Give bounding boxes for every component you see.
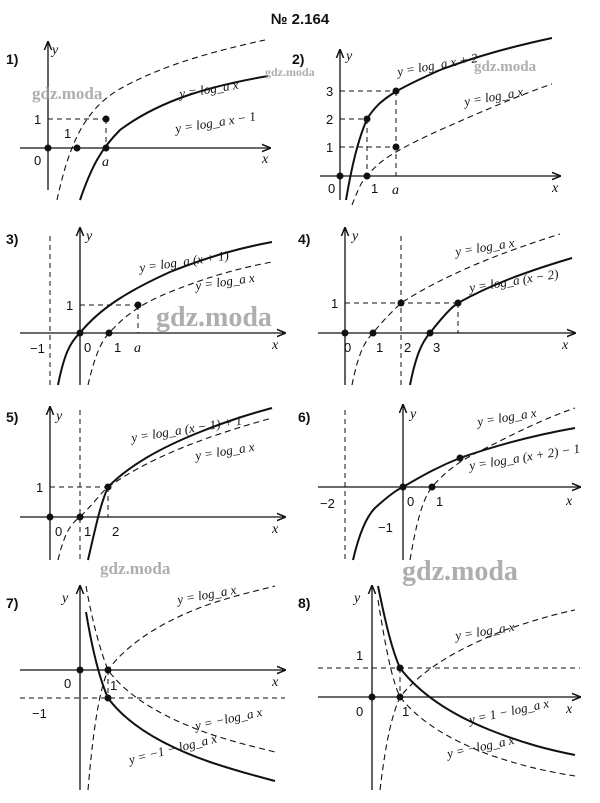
point <box>400 484 407 491</box>
watermark: gdz.moda <box>265 65 315 79</box>
panel-number: 3) <box>6 231 19 247</box>
y-axis-label: y <box>62 591 69 606</box>
tick-label: 1 <box>66 298 74 313</box>
curve-label: y = log_a (x + 2) − 1 <box>468 440 581 473</box>
tick-label: −2 <box>320 496 335 511</box>
point <box>364 116 371 123</box>
tick-label: −1 <box>378 520 393 535</box>
curve-dashed <box>410 408 575 560</box>
curve-label: y = log_a x <box>454 618 516 643</box>
tick-label: 2 <box>326 112 334 127</box>
watermark: gdz.moda <box>402 556 518 587</box>
point <box>77 667 84 674</box>
tick-label: −1 <box>30 341 45 356</box>
panel-1 <box>6 40 270 200</box>
point <box>135 302 142 309</box>
point <box>457 455 464 462</box>
panel-number: 8) <box>298 595 311 611</box>
tick-label: 0 <box>328 181 336 196</box>
panel-4 <box>298 228 575 385</box>
curve-label: y = log_a x <box>178 76 240 101</box>
tick-label: 1 <box>436 494 444 509</box>
tick-label: 0 <box>34 153 42 168</box>
curve-label: y = −log_a x <box>445 732 516 761</box>
point <box>74 145 81 152</box>
tick-label: 0 <box>344 340 352 355</box>
point <box>342 330 349 337</box>
point <box>427 330 434 337</box>
panel-8 <box>298 586 580 790</box>
point <box>455 300 462 307</box>
tick-label: a <box>134 341 141 356</box>
curve-label: y = log_a x <box>476 404 538 429</box>
y-axis-label: y <box>410 407 417 422</box>
tick-label: 3 <box>326 84 334 99</box>
y-axis-label: y <box>346 49 353 64</box>
tick-label: 1 <box>376 340 384 355</box>
tick-label: 3 <box>433 340 441 355</box>
panel-number: 1) <box>6 51 19 67</box>
x-axis-label: x <box>272 338 279 353</box>
point <box>393 144 400 151</box>
watermark: gdz.moda <box>156 302 272 333</box>
point <box>77 330 84 337</box>
panel-number: 2) <box>292 51 305 67</box>
exercise-title: № 2.164 <box>270 11 330 28</box>
panel-number: 5) <box>6 409 19 425</box>
tick-label: a <box>102 155 109 170</box>
y-axis-label: y <box>56 409 63 424</box>
tick-label: 1 <box>371 181 379 196</box>
panel-number: 6) <box>298 409 311 425</box>
panel-5 <box>6 407 285 560</box>
tick-label: 0 <box>84 340 92 355</box>
panel-number: 4) <box>298 231 311 247</box>
point <box>397 694 404 701</box>
point <box>364 173 371 180</box>
watermark: gdz.moda <box>32 84 103 103</box>
curve-label: y = log_a x − 1 <box>174 108 257 136</box>
curve-label: y = log_a (x − 1) + 1 <box>130 412 243 445</box>
curve-label: y = log_a (x − 2) <box>468 266 560 295</box>
curve-label: y = −1 − log_a x <box>127 730 219 767</box>
tick-label: 0 <box>64 676 72 691</box>
curve-label: y = 1 − log_a x <box>467 695 551 727</box>
point <box>105 667 112 674</box>
x-axis-label: x <box>272 522 279 537</box>
curve-label: y = log_a x <box>194 269 256 293</box>
tick-label: 1 <box>110 678 118 693</box>
curve-dashed <box>86 586 275 752</box>
point <box>369 694 376 701</box>
point <box>397 665 404 672</box>
tick-label: 1 <box>84 524 92 539</box>
tick-label: −1 <box>32 706 47 721</box>
curve-label: y = log_a x <box>175 581 238 607</box>
watermark: gdz.moda <box>474 59 537 75</box>
y-axis-label: y <box>52 43 59 58</box>
point <box>398 300 405 307</box>
tick-label: 1 <box>402 704 410 719</box>
y-axis-label: y <box>354 591 361 606</box>
y-axis-label: y <box>352 229 359 244</box>
point <box>103 116 110 123</box>
point <box>105 695 112 702</box>
x-axis-label: x <box>566 702 573 717</box>
x-axis-label: x <box>566 494 573 509</box>
tick-label: 0 <box>356 704 364 719</box>
x-axis-label: x <box>272 675 279 690</box>
point <box>106 330 113 337</box>
tick-label: 1 <box>34 112 42 127</box>
point <box>105 484 112 491</box>
point <box>337 173 344 180</box>
x-axis-label: x <box>552 181 559 196</box>
point <box>45 145 52 152</box>
tick-label: 2 <box>404 340 412 355</box>
tick-label: 0 <box>407 494 415 509</box>
curve-label: y = log_a x <box>194 438 256 463</box>
tick-label: a <box>392 183 399 198</box>
tick-label: 0 <box>55 524 63 539</box>
watermark: gdz.moda <box>100 559 171 578</box>
curve-solid <box>378 586 575 755</box>
curve-solid <box>80 76 268 200</box>
x-axis-label: x <box>262 152 269 167</box>
tick-label: 1 <box>326 140 334 155</box>
point <box>429 484 436 491</box>
point <box>47 514 54 521</box>
curve-label: y = log_a x <box>454 234 516 259</box>
x-axis-label: x <box>562 338 569 353</box>
tick-label: 1 <box>64 126 72 141</box>
curve-solid <box>86 612 275 781</box>
tick-label: 1 <box>36 480 44 495</box>
panel-6 <box>298 405 581 560</box>
tick-label: 1 <box>331 296 339 311</box>
tick-label: 2 <box>112 524 120 539</box>
tick-label: 1 <box>114 340 122 355</box>
curve-label: y = log_a x + 2 <box>395 50 479 79</box>
curve-label: y = −log_a x <box>193 704 264 733</box>
panel-7 <box>6 582 285 790</box>
point <box>393 88 400 95</box>
tick-label: 1 <box>356 648 364 663</box>
curve-label: y = log_a x <box>462 83 525 109</box>
point <box>103 145 110 152</box>
panel-number: 7) <box>6 595 19 611</box>
point <box>77 514 84 521</box>
y-axis-label: y <box>86 229 93 244</box>
curve-label: y = log_a (x + 1) <box>138 247 230 275</box>
point <box>370 330 377 337</box>
